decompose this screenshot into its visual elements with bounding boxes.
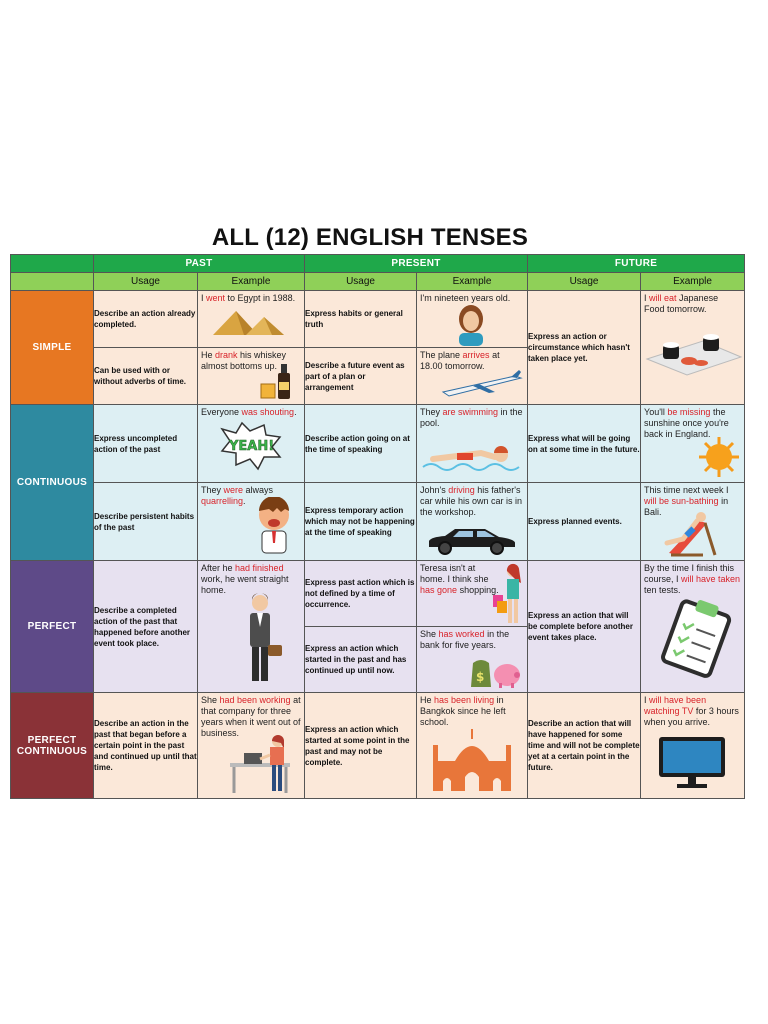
subheader-example: Example [198,273,305,291]
row-label-line-2: CONTINUOUS [16,745,88,757]
sushi-icon [643,327,743,377]
row-perfect-continuous [11,693,745,799]
example-cell [641,405,745,483]
subheader-example: Example [417,273,528,291]
example-cell [417,561,528,627]
row-label-perfect-continuous [11,693,94,799]
usage-cell: Express an action or circumstance which hasn't taken place yet. [528,291,641,405]
tv-icon [657,735,727,791]
example-text: He drank his whiskey almost bottoms up. [201,350,287,371]
example-text: I'm nineteen years old. [420,293,511,303]
usage-cell: Express an action which started in the past and has continued up until now. [305,627,417,693]
row-label-continuous: CONTINUOUS [11,405,94,561]
example-text: John's driving his father's car while his own car is in the workshop. [420,485,523,517]
subheader-example: Example [641,273,745,291]
example-cell [417,483,528,561]
example-text: This time next week I will be sun-bathing in Bali. [644,485,729,517]
yeah-text: YEAH! [229,439,275,454]
usage-cell: Express temporary action which may not be happening at the time of speaking [305,483,417,561]
example-text: They were always quarrelling. [201,485,274,506]
example-text: I will have been watching TV for 3 hours when you arrive. [644,695,739,727]
usage-cell: Describe action going on at the time of speaking [305,405,417,483]
usage-cell: Describe a future event as part of a plan or arrangement [305,348,417,405]
usage-cell: Describe persistent habits of the past [94,483,198,561]
sun-icon [697,435,741,479]
page-title: ALL (12) ENGLISH TENSES [211,224,529,251]
example-cell [417,348,528,405]
example-text: She had been working at that company for three years when it went out of business. [201,695,301,738]
example-cell [641,561,745,693]
row-simple-a [11,291,745,348]
example-cell [198,291,305,348]
usage-cell: Express habits or general truth [305,291,417,348]
example-cell [198,561,305,693]
usage-cell: Can be used with or without adverbs of time. [94,348,198,405]
usage-cell: Express an action that will be complete before another event takes place. [528,561,641,693]
usage-cell: Describe an action in the past that began before a certain point in the past and continued up until that time. [94,693,198,799]
yeah-bubble-icon [218,421,284,471]
example-cell [641,291,745,405]
example-text: I will eat Japanese Food tomorrow. [644,293,719,314]
piggy-bank-icon [467,655,523,689]
subheader-usage: Usage [528,273,641,291]
row-label-line-1: PERFECT [27,734,77,746]
example-cell [417,405,528,483]
usage-cell: Express an action which started at some point in the past and may not be complete. [305,693,417,799]
example-cell [198,348,305,405]
example-cell [198,693,305,799]
usage-cell: Express what will be going on at some time in the future. [528,405,641,483]
group-header-row [11,255,745,273]
group-present: PRESENT [305,255,528,273]
temple-icon [429,725,515,793]
businessman-icon [238,591,288,687]
usage-cell: Describe a completed action of the past that happened before another event took place. [94,561,198,693]
corner-cell [11,255,94,273]
money-sign: $ [476,670,485,684]
airplane-icon [439,370,525,400]
subheader-row [11,273,745,291]
usage-cell: Express planned events. [528,483,641,561]
example-cell [641,693,745,799]
subheader-usage: Usage [94,273,198,291]
example-cell [417,693,528,799]
example-text: You'll be missing the sunshine once you're back in England. [644,407,729,439]
row-continuous-a [11,405,745,483]
example-text: He has been living in Bangkok since he left school. [420,695,506,727]
example-text: By the time I finish this course, I will have taken ten tests. [644,563,741,595]
example-text: They are swimming in the pool. [420,407,523,428]
example-text: The plane arrives at 18.00 tomorrow. [420,350,500,371]
tenses-table [10,254,745,799]
example-text: She has worked in the bank for five years. [420,629,510,650]
usage-cell: Describe an action that will have happened for some time and will not be complete yet at a certain point in the future. [528,693,641,799]
usage-cell: Express uncompleted action of the past [94,405,198,483]
example-text: I went to Egypt in 1988. [201,293,296,303]
swimmer-icon [421,443,525,477]
clipboard-icon [657,595,737,679]
subheader-usage: Usage [305,273,417,291]
usage-cell: Express past action which is not defined by a time of occurrence. [305,561,417,627]
corner-cell-2 [11,273,94,291]
example-text: Teresa isn't at home. I think she has gone shopping. [420,563,499,595]
office-worker-icon [224,733,298,795]
group-past: PAST [94,255,305,273]
example-cell [198,405,305,483]
example-cell [641,483,745,561]
example-text: After he had finished work, he went straight home. [201,563,289,595]
example-text: Everyone was shouting. [201,407,297,417]
example-cell [417,291,528,348]
usage-cell: Describe an action already completed. [94,291,198,348]
row-perfect-a [11,561,745,627]
row-label-perfect: PERFECT [11,561,94,693]
pyramids-icon [208,307,288,337]
example-cell [198,483,305,561]
row-continuous-b [11,483,745,561]
example-cell [417,627,528,693]
car-icon [425,527,519,555]
woman-icon [451,303,491,346]
group-future: FUTURE [528,255,745,273]
row-label-simple: SIMPLE [11,291,94,405]
